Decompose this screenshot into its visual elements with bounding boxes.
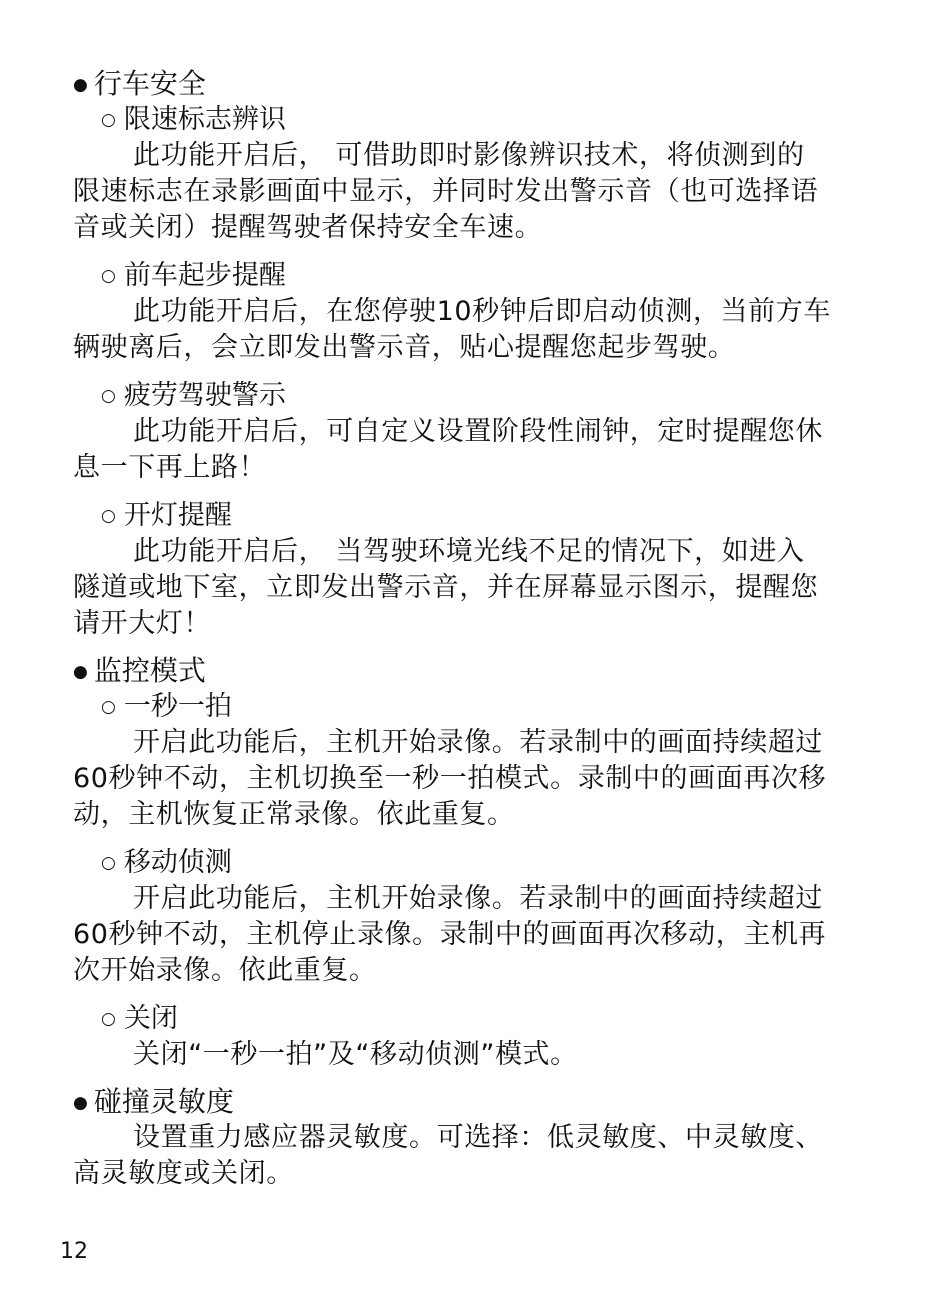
text-line: 辆驶离后，会立即发出警示音，贴心提醒您起步驾驶。 bbox=[73, 332, 736, 363]
item-description bbox=[73, 534, 873, 642]
text-line: 60秒钟不动，主机切换至一秒一拍模式。录制中的画面再次移 bbox=[73, 763, 827, 794]
item-off bbox=[73, 1001, 873, 1073]
text-line: 开启此功能后，主机开始录像。若录制中的画面持续超过 bbox=[133, 883, 823, 914]
text-line: 高灵敏度或关闭。 bbox=[73, 1158, 294, 1189]
section-heading: ● 监控模式 bbox=[73, 653, 873, 689]
text-line: 隧道或地下室，立即发出警示音，并在屏幕显示图示，提醒您 bbox=[73, 572, 819, 603]
item-heading: ○ 前车起步提醒 bbox=[73, 258, 873, 294]
item-description bbox=[73, 881, 873, 989]
page-number: 12 bbox=[60, 1239, 88, 1264]
text-line: 开启此功能后，主机开始录像。若录制中的画面持续超过 bbox=[133, 727, 823, 758]
text-line: 请开大灯！ bbox=[73, 608, 211, 639]
item-front-car-start bbox=[73, 258, 873, 366]
section-heading: ● 行车安全 bbox=[73, 66, 873, 102]
text-line: 此功能开启后， 可借助即时影像辨识技术，将侦测到的 bbox=[133, 140, 805, 171]
text-line: 此功能开启后， 当驾驶环境光线不足的情况下，如进入 bbox=[133, 536, 805, 567]
item-heading: ○ 疲劳驾驶警示 bbox=[73, 378, 873, 414]
item-description bbox=[73, 138, 873, 246]
text-line: 设置重力感应器灵敏度。可选择：低灵敏度、中灵敏度、 bbox=[133, 1122, 823, 1153]
item-motion-detection bbox=[73, 845, 873, 989]
item-heading: ○ 一秒一拍 bbox=[73, 689, 873, 725]
section-monitoring-mode bbox=[73, 653, 873, 1073]
manual-page bbox=[73, 66, 873, 1192]
item-heading: ○ 限速标志辨识 bbox=[73, 102, 873, 138]
item-description bbox=[73, 294, 873, 366]
section-heading: ● 碰撞灵敏度 bbox=[73, 1084, 873, 1120]
text-line: 息一下再上路！ bbox=[73, 452, 267, 483]
item-one-frame-per-second bbox=[73, 689, 873, 833]
item-fatigue-warning bbox=[73, 378, 873, 486]
item-headlight-reminder bbox=[73, 498, 873, 642]
section-collision-sensitivity bbox=[73, 1084, 873, 1192]
text-line: 动，主机恢复正常录像。依此重复。 bbox=[73, 799, 515, 830]
item-heading: ○ 移动侦测 bbox=[73, 845, 873, 881]
section-driving-safety bbox=[73, 66, 873, 642]
item-heading: ○ 开灯提醒 bbox=[73, 498, 873, 534]
text-line: 此功能开启后，在您停驶10秒钟后即启动侦测，当前方车 bbox=[133, 296, 831, 327]
text-line: 此功能开启后，可自定义设置阶段性闹钟，定时提醒您休 bbox=[133, 416, 823, 447]
item-description bbox=[73, 414, 873, 486]
item-speed-limit-sign bbox=[73, 102, 873, 246]
text-line: 限速标志在录影画面中显示，并同时发出警示音（也可选择语 bbox=[73, 176, 819, 207]
item-description bbox=[73, 725, 873, 833]
item-description bbox=[73, 1037, 873, 1073]
item-heading: ○ 关闭 bbox=[73, 1001, 873, 1037]
text-line: 60秒钟不动，主机停止录像。录制中的画面再次移动，主机再 bbox=[73, 919, 827, 950]
text-line: 次开始录像。依此重复。 bbox=[73, 955, 377, 986]
text-line: 关闭“一秒一拍”及“移动侦测”模式。 bbox=[133, 1039, 578, 1070]
section-description bbox=[73, 1120, 873, 1192]
text-line: 音或关闭）提醒驾驶者保持安全车速。 bbox=[73, 212, 543, 243]
